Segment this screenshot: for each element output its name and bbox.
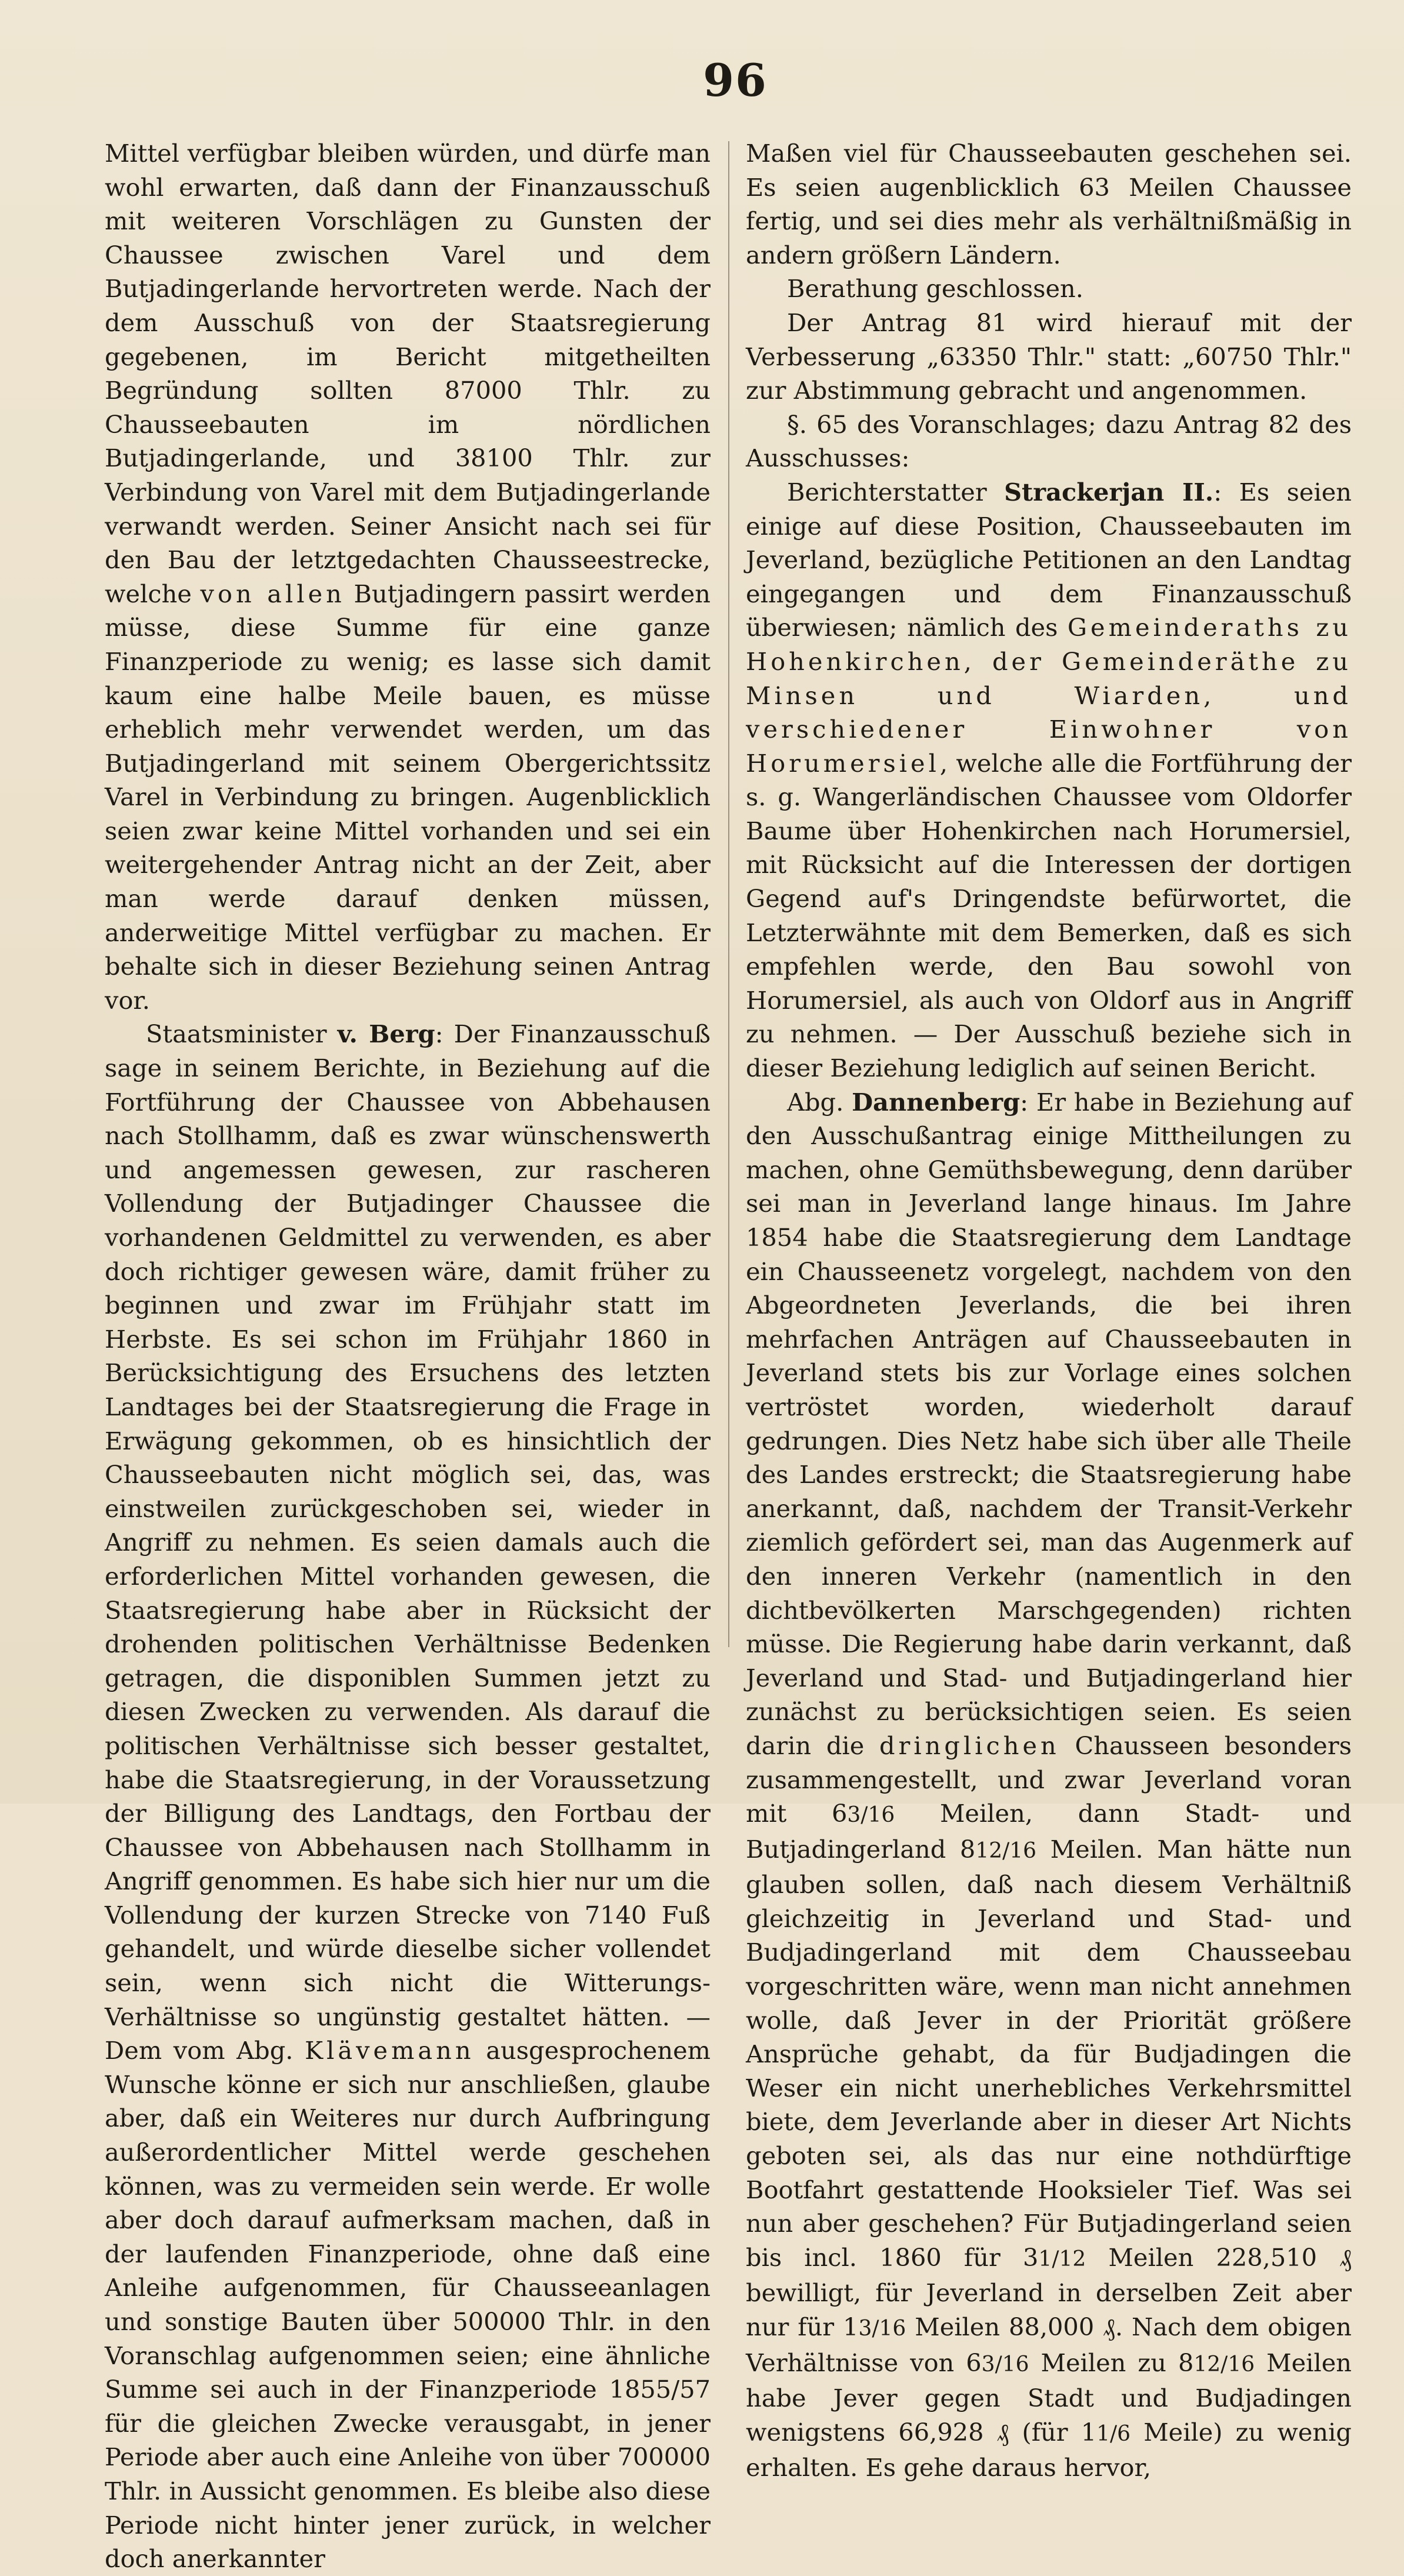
- text-run: Meilen 88,000 ₰. Nach dem obigen Verhältnisse von 6: [746, 2312, 1352, 2377]
- text-run: Meilen. Man hätte nun glauben sollen, daß nach diesem Verhältniß gleichzeitig in Jeverland und Stad- und Budjadingerland mit dem Chausseebau vorgeschritten wäre, wenn man nicht annehmen wolle, daß Jever in der Priorität größere Ansprüche gehabt, da für Budjadingen die Weser ein nicht unerhebliches Verkehrsmittel biete, dem Jeverlande aber in dieser Art Nichts geboten sei, als das nur eine nothdürftige Bootfahrt gestattende Hooksieler Tief. Was sei nun aber geschehen? Für Butjadingerland seien bis incl. 1860 für 3: [746, 1834, 1352, 2272]
- text-run: Maßen viel für Chausseebauten geschehen sei. Es seien augenblicklich 63 Meilen Chaussee fertig, und sei dies mehr als verhältnißmäßig in andern größern Ländern.: [746, 139, 1352, 269]
- page-number: 96: [703, 54, 768, 106]
- text-run: 3/16: [847, 1803, 895, 1828]
- text-run: Chausseen besonders zusammengestellt, und zwar Jeverland voran mit 6: [746, 1731, 1352, 1828]
- text-run: 3/16: [858, 2317, 906, 2341]
- column-divider: [728, 141, 729, 1647]
- paragraph: [105, 1017, 711, 2575]
- text-run: 12/16: [1193, 2352, 1255, 2377]
- text-run: Strackerjan II.: [1004, 477, 1214, 506]
- text-run: Abg.: [787, 1087, 852, 1117]
- text-run: ausgesprochenem Wunsche könne er sich nur anschließen, glaube aber, daß ein Weiteres nur durch Aufbringung außerordentlicher Mittel werde geschehen können, was zu vermeiden sein werde. Er wolle aber doch darauf aufmerksam machen, daß in der laufenden Finanzperiode, ohne daß eine Anleihe aufgenommen, für Chausseeanlagen und sonstige Bauten über 500000 Thlr. in den Voranschlag aufgenommen seien; eine ähnliche Summe sei auch in der Finanzperiode 1855/57 für die gleichen Zwecke verausgabt, in jener Periode aber auch eine Anleihe von über 700000 Thlr. in Aussicht genommen. Es bleibe also diese Periode nicht hinter jener zurück, in welcher doch anerkannter: [105, 2036, 711, 2574]
- text-run: von allen: [200, 579, 345, 608]
- text-run: §. 65 des Voranschlages; dazu Antrag 82 des Ausschusses:: [746, 409, 1352, 473]
- paragraph: [105, 136, 711, 1017]
- left-column: [105, 136, 711, 2576]
- right-column: [746, 136, 1352, 2485]
- text-run: Staatsminister: [146, 1019, 338, 1049]
- paragraph: [746, 408, 1352, 475]
- text-run: 3/16: [981, 2352, 1029, 2377]
- paragraph: [746, 306, 1352, 408]
- text-run: v. Berg: [337, 1019, 435, 1049]
- text-run: Gemeinderaths zu Hohenkirchen, der Gemeinderäthe zu Minsen und Wiarden, und verschiedener Einwohner von Horumersiel: [746, 613, 1352, 778]
- text-run: : Es seien einige auf diese Position, Chausseebauten im Jeverland, bezügliche Petitionen an den Landtag eingegangen und dem Finanzausschuß überwiesen; nämlich des: [746, 477, 1352, 642]
- text-run: Klävemann: [305, 2036, 475, 2065]
- text-run: Der Antrag 81 wird hierauf mit der Verbesserung „63350 Thlr." statt: „60750 Thlr." zur Abstimmung gebracht und angenommen.: [746, 308, 1352, 405]
- paragraph: [746, 1085, 1352, 2485]
- text-run: , welche alle die Fortführung der s. g. Wangerländischen Chaussee vom Oldorfer Baume über Hohenkirchen nach Horumersiel, mit Rücksicht auf die Interessen der dortigen Gegend auf's Dringendste befürwortet, die Letzterwähnte mit dem Bemerken, daß es sich empfehlen werde, den Bau sowohl von Horumersiel, als auch von Oldorf aus in Angriff zu nehmen. — Der Ausschuß beziehe sich in dieser Beziehung lediglich auf seinen Bericht.: [746, 748, 1352, 1083]
- text-run: Mittel verfügbar bleiben würden, und dürfe man wohl erwarten, daß dann der Finanzausschuß mit weiteren Vorschlägen zu Gunsten der Chaussee zwischen Varel und dem Butjadingerlande hervortreten werde. Nach der dem Ausschuß von der Staatsregierung gegebenen, im Bericht mitgetheilten Begründung sollten 87000 Thlr. zu Chausseebauten im nördlichen Butjadingerlande, und 38100 Thlr. zur Verbindung von Varel mit dem Butjadingerlande verwandt werden. Seiner Ansicht nach sei für den Bau der letztgedachten Chausseestrecke, welche: [105, 139, 711, 608]
- paragraph: [746, 136, 1352, 272]
- text-run: dringlichen: [879, 1731, 1060, 1760]
- text-run: Meilen habe Jever gegen Stadt und Budjadingen wenigstens 66,928 ₰ (für 1: [746, 2348, 1352, 2447]
- text-run: Butjadingern passirt werden müsse, diese Summe für eine ganze Finanzperiode zu wenig; es lasse sich damit kaum eine halbe Meile bauen, es müsse erheblich mehr verwendet werden, um das Butjadingerland mit seinem Obergerichtssitz Varel in Verbindung zu bringen. Augenblicklich seien zwar keine Mittel vorhanden und sei ein weitergehender Antrag nicht an der Zeit, aber man werde darauf denken müssen, anderweitige Mittel verfügbar zu machen. Er behalte sich in dieser Beziehung seinen Antrag vor.: [105, 579, 711, 1015]
- paragraph: [746, 475, 1352, 1085]
- text-run: Meile) zu wenig erhalten. Es gehe daraus hervor,: [746, 2417, 1352, 2482]
- text-run: Berathung geschlossen.: [787, 274, 1083, 304]
- text-run: Berichterstatter: [787, 477, 1005, 506]
- text-run: Dannenberg: [852, 1087, 1021, 1117]
- paragraph: [746, 272, 1352, 306]
- text-run: : Er habe in Beziehung auf den Ausschußantrag einige Mittheilungen zu machen, ohne Gemüthsbewegung, denn darüber sei man in Jeverland lange hinaus. Im Jahre 1854 habe die Staatsregierung dem Landtage ein Chausseenetz vorgelegt, nachdem von den Abgeordneten Jeverlands, die bei ihren mehrfachen Anträgen auf Chausseebauten in Jeverland stets bis zur Vorlage eines solchen vertröstet worden, wiederholt darauf gedrungen. Dies Netz habe sich über alle Theile des Landes erstreckt; die Staatsregierung habe anerkannt, daß, nachdem der Transit-Verkehr ziemlich gefördert sei, man das Augenmerk auf den inneren Verkehr (namentlich in den dichtbevölkerten Marschgegenden) richten müsse. Die Regierung habe darin verkannt, daß Jeverland und Stad- und Butjadingerland hier zunächst zu berücksichtigen seien. Es seien darin die: [746, 1087, 1352, 1760]
- text-run: Meilen, dann Stadt- und Butjadingerland 8: [746, 1799, 1352, 1864]
- text-run: : Der Finanzausschuß sage in seinem Berichte, in Beziehung auf die Fortführung der Chaussee von Abbehausen nach Stollhamm, daß es zwar wünschenswerth und angemessen gewesen, zur rascheren Vollendung der Butjadinger Chaussee die vorhandenen Geldmittel zu verwenden, es aber doch richtiger gewesen wäre, damit früher zu beginnen und zwar im Frühjahr statt im Herbste. Es sei schon im Frühjahr 1860 in Berücksichtigung des Ersuchens des letzten Landtages bei der Staatsregierung die Frage in Erwägung gekommen, ob es hinsichtlich der Chausseebauten nicht möglich sei, das, was einstweilen zurückgeschoben sei, wieder in Angriff zu nehmen. Es seien damals auch die erforderlichen Mittel vorhanden gewesen, die Staatsregierung habe aber in Rücksicht der drohenden politischen Verhältnisse Bedenken getragen, die disponiblen Summen jetzt zu diesen Zwecken zu verwenden. Als darauf die politischen Verhältnisse sich besser gestaltet, habe die Staatsregierung, in der Voraussetzung der Billigung des Landtags, den Fortbau der Chaussee von Abbehausen nach Stollhamm in Angriff genommen. Es habe sich hier nur um die Vollendung der kurzen Strecke von 7140 Fuß gehandelt, und würde dieselbe sicher vollendet sein, wenn sich nicht die Witterungs-Verhältnisse so ungünstig gestaltet hätten. — Dem vom Abg.: [105, 1019, 711, 2065]
- text-run: 12/16: [975, 1838, 1037, 1863]
- text-run: Meilen 228,510 ₰ bewilligt, für Jeverland in derselben Zeit aber nur für 1: [746, 2242, 1352, 2341]
- text-run: 1/6: [1096, 2421, 1131, 2446]
- text-run: 1/12: [1038, 2247, 1086, 2271]
- text-run: Meilen zu 8: [1029, 2348, 1194, 2377]
